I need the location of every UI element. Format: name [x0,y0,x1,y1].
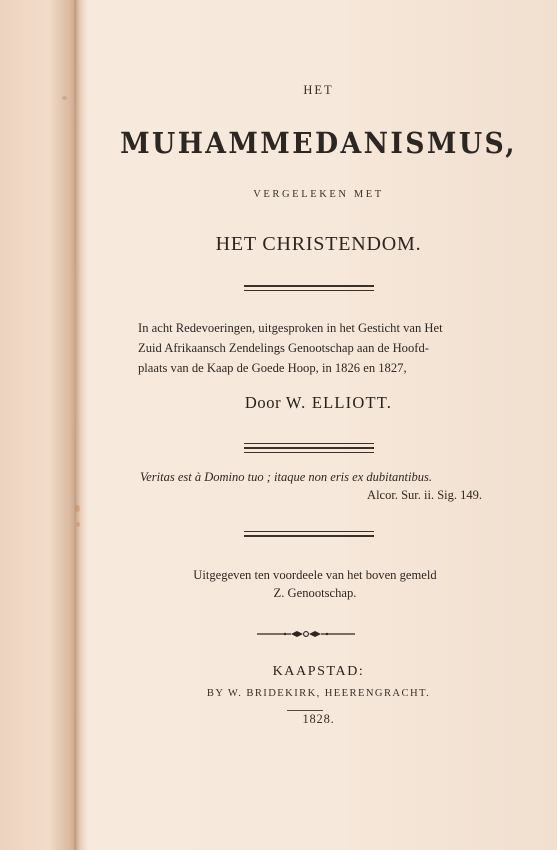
publication-note [170,566,460,602]
imprint-year: 1828. [302,712,335,726]
epigraph-source: Alcor. Sur. ii. Sig. 149. [367,488,482,502]
divider-rule [244,447,374,449]
divider-rule [244,531,374,532]
description-line: Zuid Afrikaansch Zendelings Genootschap aan de Hoofd- [138,341,429,355]
epigraph-text: Veritas est à Domino tuo ; itaque non eris ex dubitantibus. [140,470,432,484]
author-line [80,393,557,413]
page-edge-line [74,0,76,850]
divider-rule [244,285,374,287]
year-rule [287,710,323,711]
description-line: In acht Redevoeringen, uitgesproken in het Gesticht van Het [138,321,443,335]
description-line: plaats van de Kaap de Goede Hoop, in 1826 en 1827, [138,361,407,375]
ornament-divider [255,628,357,640]
main-title: MUHAMMEDANISMUS, [120,126,517,160]
vergeleken-line: VERGELEKEN MET [253,189,384,200]
stain-mark [62,96,67,100]
epigraph [140,470,482,503]
author-prefix: Door [244,393,282,412]
publication-line: Uitgegeven ten voordeele van het boven gemeld [193,568,437,582]
divider-rule [244,443,374,444]
stain-mark [76,522,80,527]
publication-line: Z. Genootschap. [273,586,357,600]
subtitle: HET CHRISTENDOM. [215,233,422,255]
divider-rule [244,535,374,537]
divider-rule [244,452,374,453]
imprint-publisher: BY W. BRIDEKIRK, HEERENGRACHT. [206,688,431,699]
imprint-city: KAAPSTAD: [272,664,365,679]
het-heading: HET [303,83,334,97]
author-name: W. ELLIOTT. [285,393,393,412]
divider-rule [244,290,374,291]
stain-mark [75,505,80,512]
description-paragraph [138,318,486,378]
